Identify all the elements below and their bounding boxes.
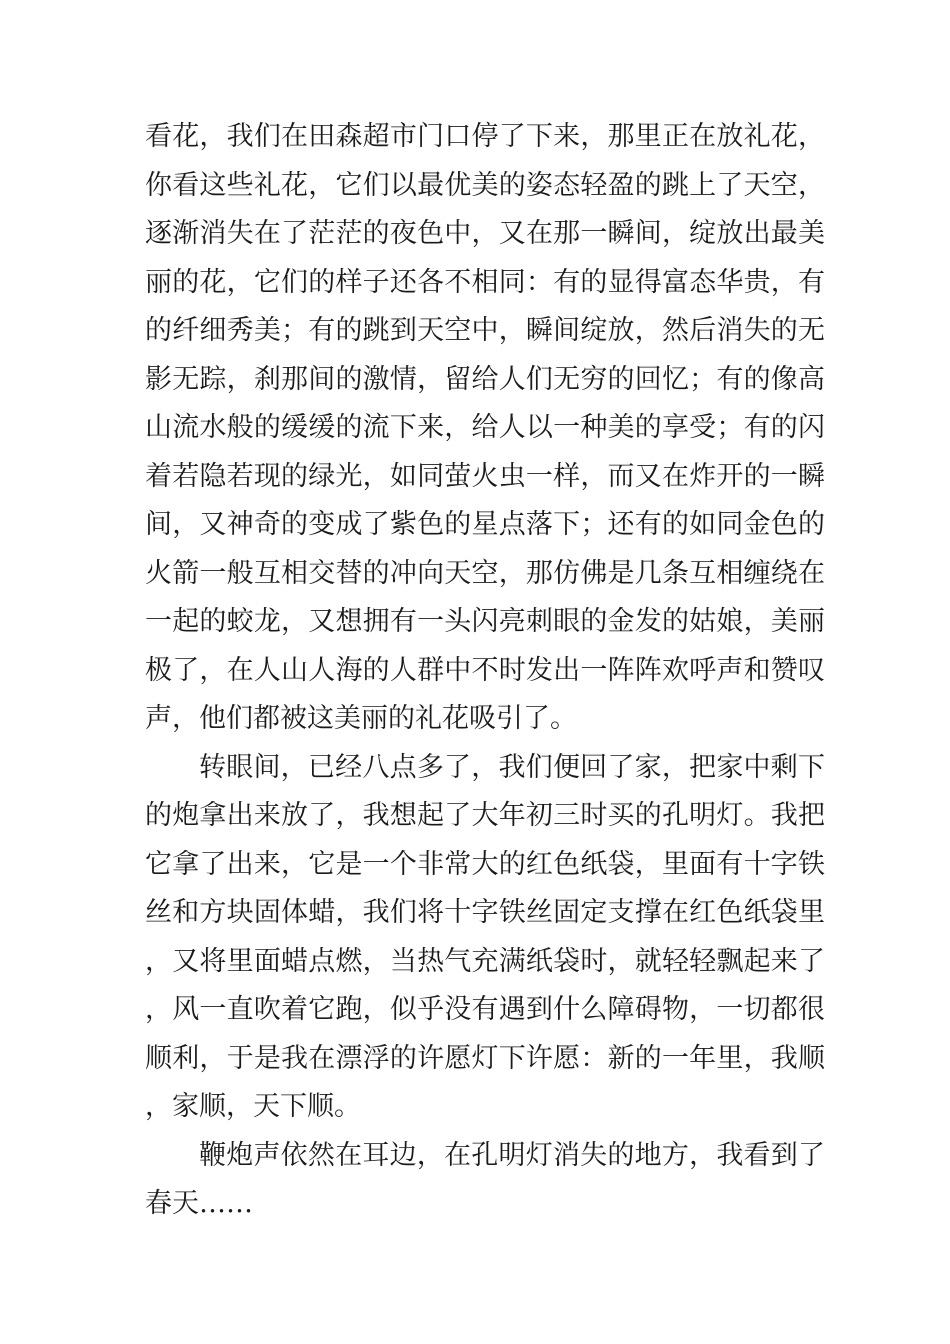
- paragraph-closing: 鞭炮声依然在耳边，在孔明灯消失的地方，我看到了春天……: [145, 1139, 825, 1219]
- paragraph-fireworks: 看花，我们在田森超市门口停了下来，那里正在放礼花，你看这些礼花，它们以最优美的姿态轻盈的跳上了天空，逐渐消失在了茫茫的夜色中，又在那一瞬间，绽放出最美丽的花，它们的样子还各不相同：有的显得富态华贵，有的纤细秀美；有的跳到天空中，瞬间绽放，然后消失的无影无踪，刹那间的激情，留给人们无穷的回忆；有的像高山流水般的缓缓的流下来，给人以一种美的享受；有的闪着若隐若现的绿光，如同萤火虫一样，而又在炸开的一瞬间，又神奇的变成了紫色的星点落下；还有的如同金色的火箭一般互相交替的冲向天空，那仿佛是几条互相缠绕在一起的蛟龙，又想拥有一头闪亮刺眼的金发的姑娘，美丽极了，在人山人海的人群中不时发出一阵阵欢呼声和赞叹声，他们都被这美丽的礼花吸引了。: [145, 121, 825, 734]
- body-text: [145, 113, 825, 1229]
- paragraph-sky-lantern: 转眼间，已经八点多了，我们便回了家，把家中剩下的炮拿出来放了，我想起了大年初三时买的孔明灯。我把它拿了出来，它是一个非常大的红色纸袋，里面有十字铁丝和方块固体蜡，我们将十字铁丝固定支撑在红色纸袋里，又将里面蜡点燃，当热气充满纸袋时，就轻轻飘起来了，风一直吹着它跑，似乎没有遇到什么障碍物，一切都很顺利，于是我在漂浮的许愿灯下许愿：新的一年里，我顺，家顺，天下顺。: [145, 751, 825, 1122]
